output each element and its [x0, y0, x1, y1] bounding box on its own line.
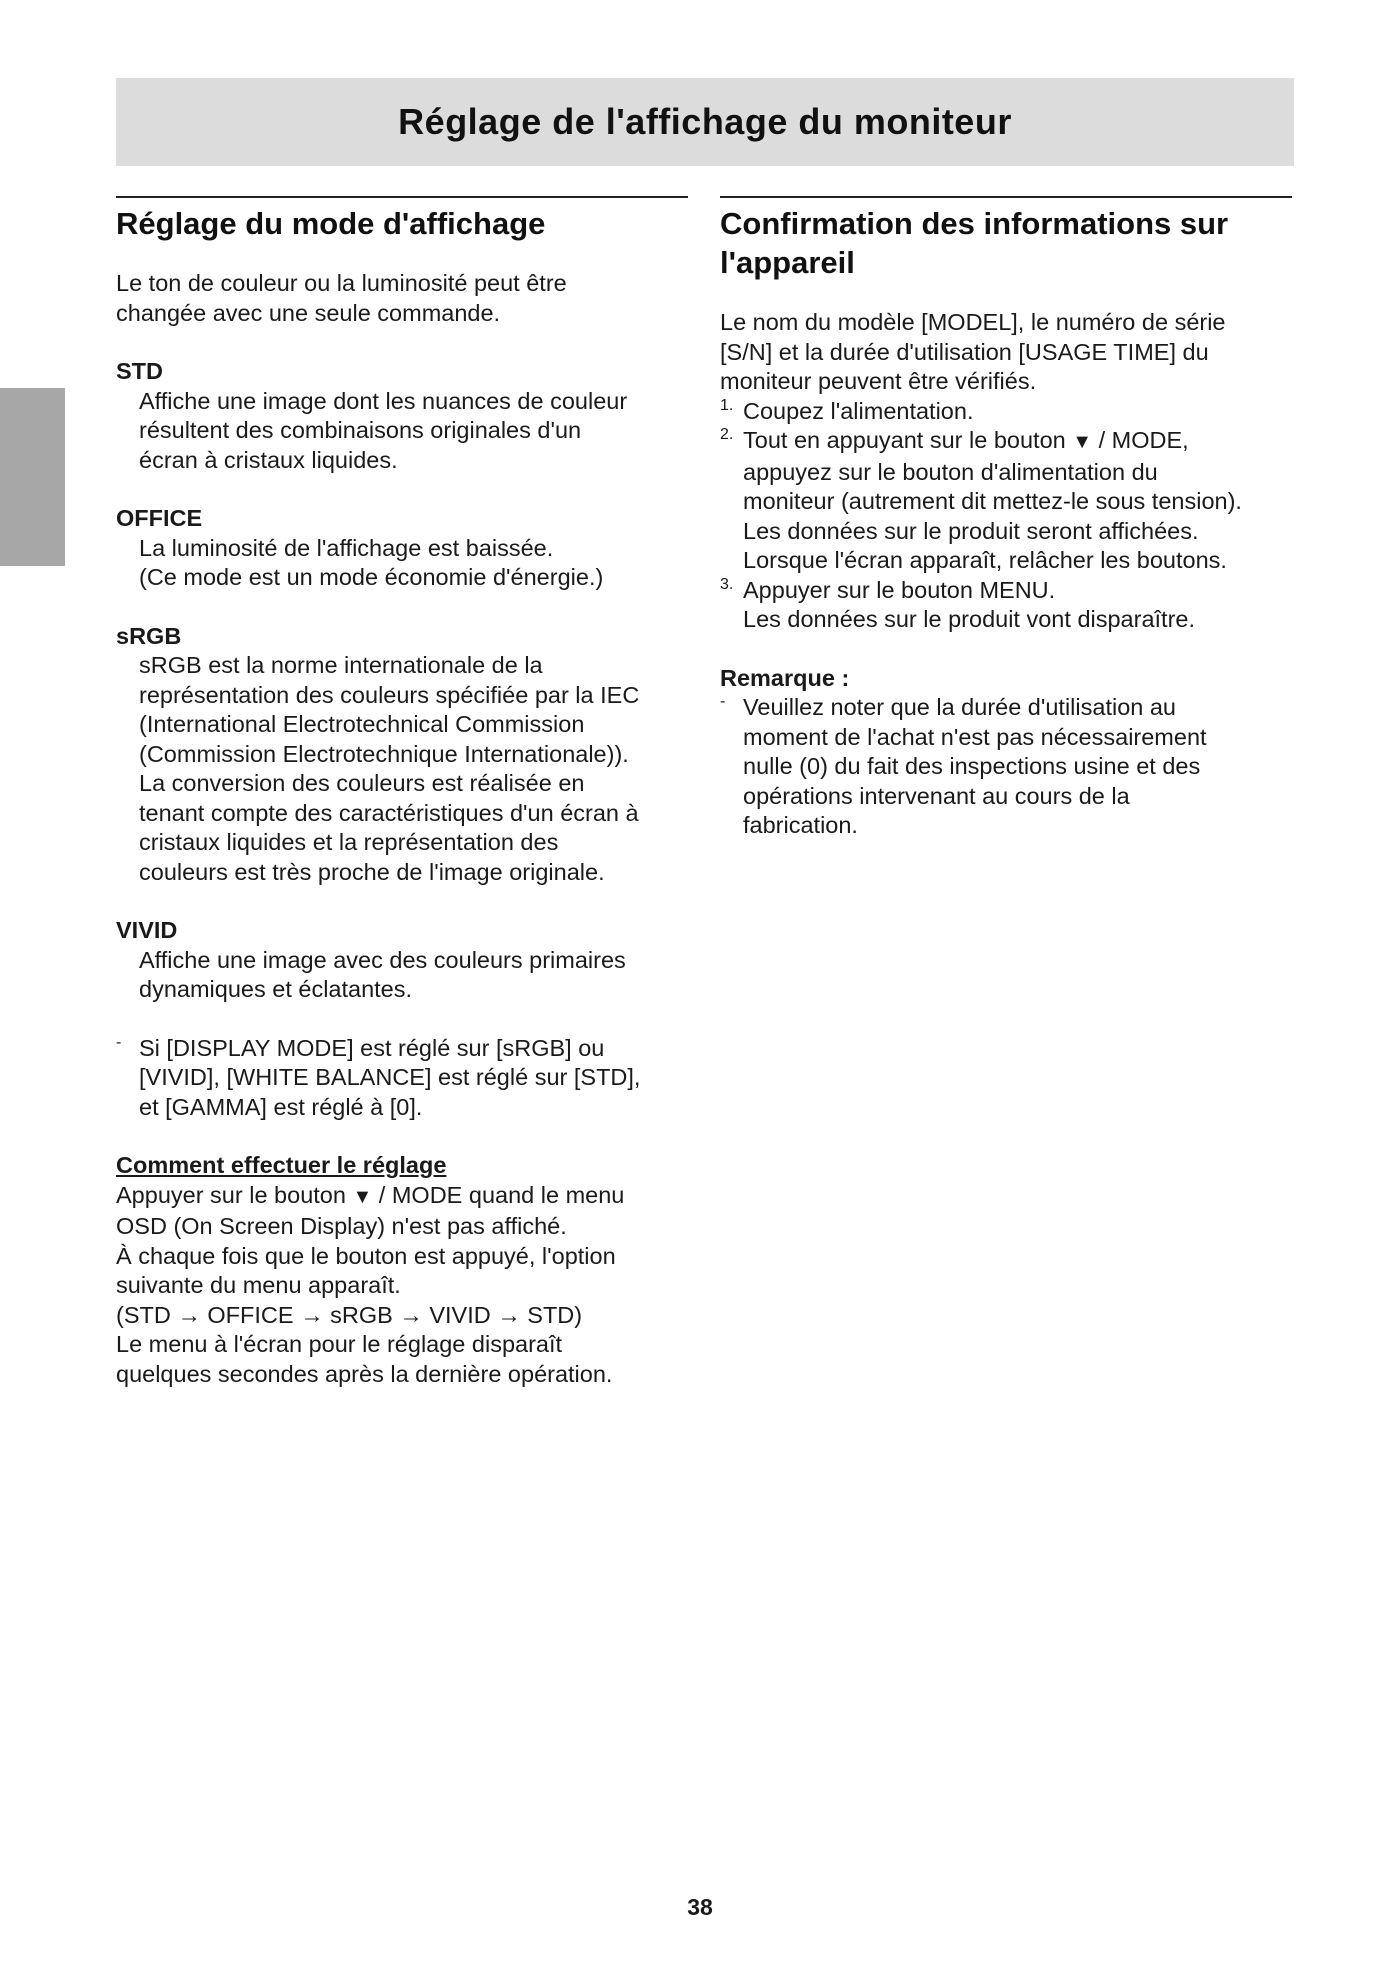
how-to-heading: Comment effectuer le réglage: [116, 1152, 447, 1178]
how-line: suivante du menu apparaît.: [116, 1272, 401, 1298]
remark-line: fabrication.: [743, 812, 858, 838]
down-arrow-icon: ▼: [1072, 431, 1093, 453]
intro-line: [S/N] et la durée d'utilisation [USAGE TIME] du: [720, 338, 1209, 365]
step-line: Tout en appuyant sur le bouton ▼ / MODE,: [743, 427, 1189, 453]
note-item: [116, 1034, 688, 1123]
remark-line: nulle (0) du fait des inspections usine et des: [743, 753, 1201, 779]
mode-def-line: couleurs est très proche de l'image originale.: [139, 858, 605, 885]
remark-dash: -: [720, 693, 726, 710]
down-arrow-icon: ▼: [352, 1185, 373, 1208]
remark-line: moment de l'achat n'est pas nécessairement: [743, 723, 1207, 750]
step-line: moniteur (autrement dit mettez-le sous tension).: [743, 488, 1242, 514]
step-2: [720, 426, 1292, 576]
page-number: 38: [687, 1894, 713, 1920]
note-dash: -: [116, 1033, 122, 1051]
step-line: Coupez l'alimentation.: [743, 397, 974, 424]
intro-line: Le ton de couleur ou la luminosité peut être: [116, 270, 567, 296]
remark-heading: Remarque :: [720, 664, 850, 691]
left-column: [116, 196, 688, 1389]
remark-item: [720, 693, 1292, 841]
step-line: Lorsque l'écran apparaît, relâcher les boutons.: [743, 547, 1227, 573]
mode-def-line: (Commission Electrotechnique Internationale)).: [139, 740, 629, 767]
step-number: 1.: [720, 396, 734, 414]
mode-def-line: (Ce mode est un mode économie d'énergie.): [139, 564, 604, 590]
intro-line: changée avec une seule commande.: [116, 299, 501, 326]
how-line: (STD → OFFICE → sRGB → VIVID → STD): [116, 1301, 583, 1328]
step-line: Appuyer sur le bouton MENU.: [743, 576, 1056, 603]
mode-def-line: tenant compte des caractéristiques d'un écran à: [139, 799, 639, 826]
step-number: 3.: [720, 575, 734, 593]
page-title-bar: [116, 78, 1294, 166]
remark-line: Veuillez noter que la durée d'utilisation au: [743, 694, 1177, 720]
mode-def-line: La luminosité de l'affichage est baissée.: [139, 534, 554, 561]
mode-def-line: Affiche une image dont les nuances de couleur: [139, 387, 628, 414]
mode-def-line: sRGB est la norme internationale de la: [139, 652, 543, 678]
note-line: et [GAMMA] est réglé à [0].: [139, 1093, 423, 1120]
mode-term-vivid: VIVID: [116, 917, 178, 943]
how-line: quelques secondes après la dernière opération.: [116, 1360, 613, 1387]
step-number: 2.: [720, 426, 734, 443]
intro-line: Le nom du modèle [MODEL], le numéro de série: [720, 309, 1226, 335]
section-heading-device-info: Confirmation des informations sur l'appareil: [720, 196, 1292, 282]
mode-def-line: (International Electrotechnical Commission: [139, 711, 585, 737]
how-line: À chaque fois que le bouton est appuyé, l'option: [116, 1242, 616, 1269]
note-line: [VIVID], [WHITE BALANCE] est réglé sur [STD],: [139, 1064, 641, 1090]
mode-term-srgb: sRGB: [116, 622, 182, 649]
how-line: Appuyer sur le bouton ▼ / MODE quand le menu: [116, 1181, 625, 1208]
right-column: [720, 196, 1292, 841]
mode-def-line: Affiche une image avec des couleurs primaires: [139, 946, 626, 973]
step-line: Les données sur le produit seront affichées.: [743, 517, 1199, 544]
mode-def-line: écran à cristaux liquides.: [139, 446, 398, 473]
step-line: appuyez sur le bouton d'alimentation du: [743, 458, 1158, 485]
mode-def-line: représentation des couleurs spécifiée par la IEC: [139, 681, 640, 708]
section-heading-display-mode: Réglage du mode d'affichage: [116, 196, 688, 243]
mode-term-office: OFFICE: [116, 505, 203, 531]
mode-def-line: La conversion des couleurs est réalisée en: [139, 770, 585, 796]
mode-def-line: résultent des combinaisons originales d'un: [139, 417, 582, 443]
step-1: [720, 397, 1292, 427]
mode-def-line: cristaux liquides et la représentation des: [139, 829, 559, 855]
how-line: OSD (On Screen Display) n'est pas affiché.: [116, 1213, 567, 1239]
intro-line: moniteur peuvent être vérifiés.: [720, 368, 1037, 394]
side-tab-marker: [0, 388, 65, 566]
page-title: Réglage de l'affichage du moniteur: [398, 101, 1012, 142]
mode-def-line: dynamiques et éclatantes.: [139, 976, 413, 1002]
how-line: Le menu à l'écran pour le réglage disparaît: [116, 1331, 563, 1357]
remark-line: opérations intervenant au cours de la: [743, 782, 1130, 809]
mode-term-std: STD: [116, 358, 163, 384]
step-line: Les données sur le produit vont disparaître.: [743, 606, 1195, 632]
step-3: [720, 576, 1292, 635]
note-line: Si [DISPLAY MODE] est réglé sur [sRGB] ou: [139, 1034, 605, 1061]
